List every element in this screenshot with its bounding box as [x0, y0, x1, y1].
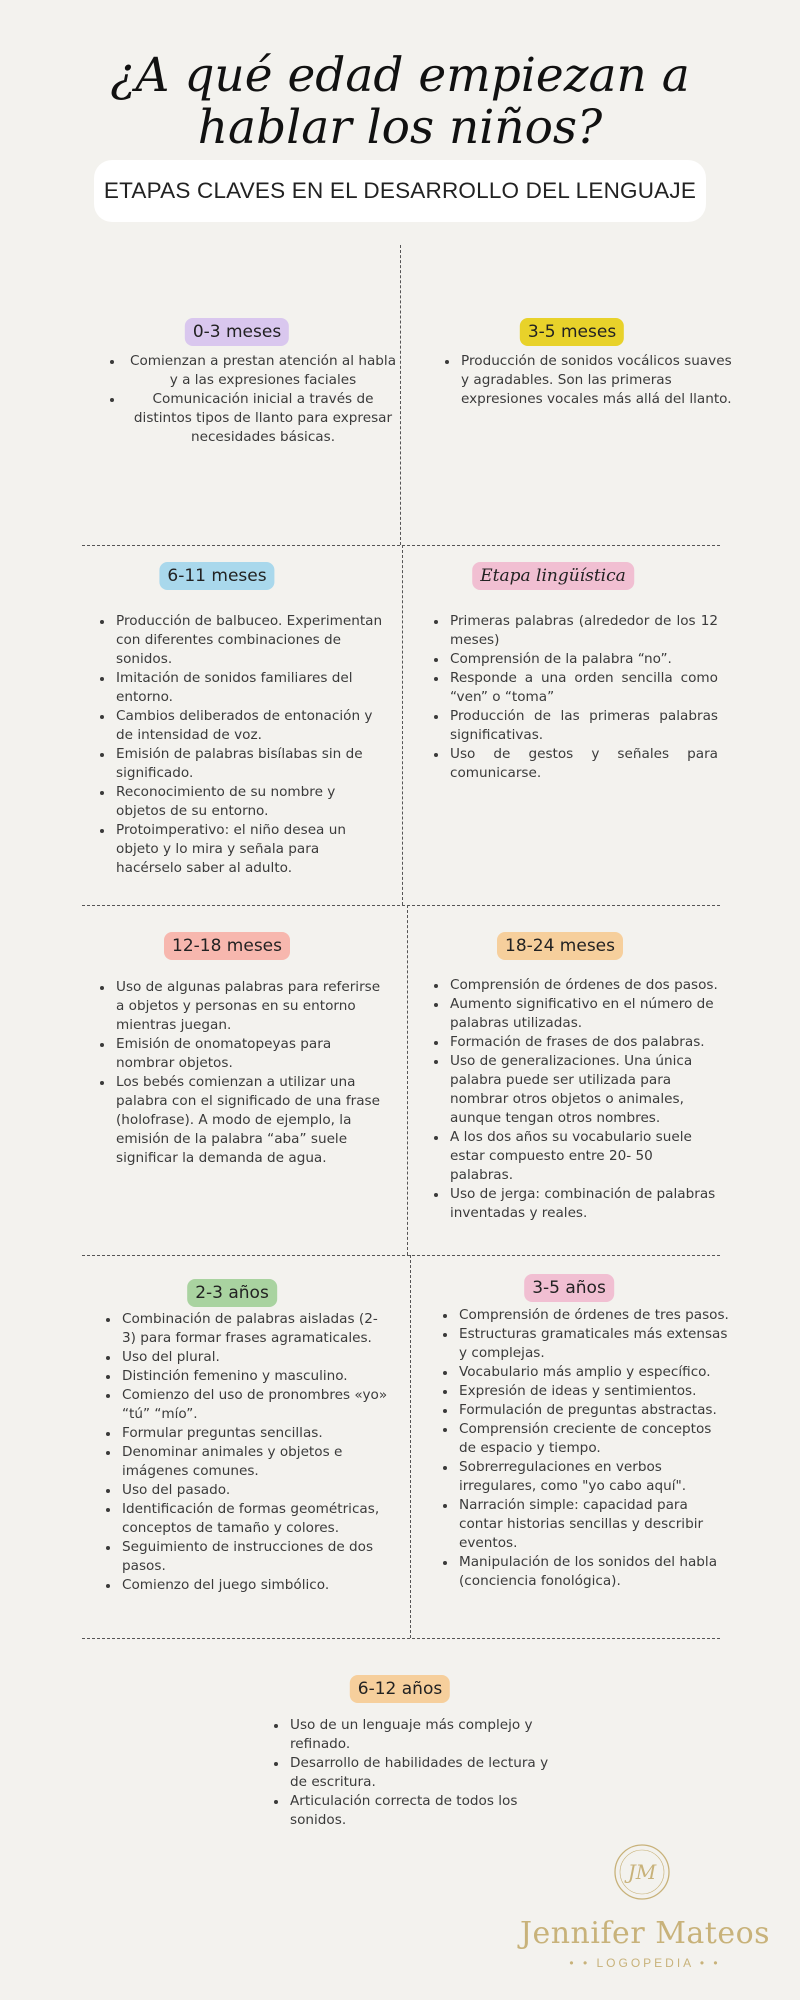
monogram-icon [612, 1842, 672, 1902]
list-item: • Manipulación de los sonidos del habla (conciencia fonológica). [457, 1553, 732, 1591]
list-item: • Expresión de ideas y sentimientos. [457, 1382, 732, 1401]
list-item: • Producción de sonidos vocálicos suaves y agradables. Son las primeras expresiones vocales más allá del llanto. [459, 352, 735, 409]
list-item: • Denominar animales y objetos e imágenes comunes. [120, 1443, 388, 1481]
list-item: • Comprensión de órdenes de dos pasos. [448, 976, 720, 995]
list-item: • Distinción femenino y masculino. [120, 1367, 388, 1386]
divider-vertical-4 [410, 1255, 411, 1638]
stage-etapa-linguistica-badge: Etapa lingüística [472, 562, 634, 590]
list-item: • Comienzo del juego simbólico. [120, 1576, 388, 1595]
stage-0-3-meses-badge: 0-3 meses [185, 318, 289, 346]
list-item: • Uso de generalizaciones. Una única palabra puede ser utilizada para nombrar otros objetos o animales, aunque tengan otros nombres. [448, 1052, 720, 1128]
stage-6-11-meses-list [94, 612, 384, 878]
list-item: • Uso del plural. [120, 1348, 388, 1367]
list-item: • Uso de algunas palabras para referirse a objetos y personas en su entorno mientras juegan. [114, 978, 384, 1035]
list-item: • Seguimiento de instrucciones de dos pasos. [120, 1538, 388, 1576]
list-item: • Reconocimiento de su nombre y objetos de su entorno. [114, 783, 384, 821]
list-item: • Producción de balbuceo. Experimentan con diferentes combinaciones de sonidos. [114, 612, 384, 669]
brand-logo [495, 1842, 795, 1980]
list-item: • Uso de un lenguaje más complejo y refinado. [288, 1716, 566, 1754]
list-item: • Formulación de preguntas abstractas. [457, 1401, 732, 1420]
list-item: • Formación de frases de dos palabras. [448, 1033, 720, 1052]
monogram-text: JM [627, 1860, 657, 1884]
stage-3-5-anos-list [437, 1306, 732, 1591]
list-item: • Producción de las primeras palabras significativas. [448, 707, 718, 745]
list-item: • Comprensión creciente de conceptos de espacio y tiempo. [457, 1420, 732, 1458]
divider-horizontal-1 [82, 545, 720, 546]
divider-horizontal-4 [82, 1638, 720, 1639]
stage-2-3-anos-list [100, 1310, 388, 1595]
page-title: ¿A qué edad empiezan a hablar los niños? [110, 48, 690, 155]
stage-3-5-meses-badge: 3-5 meses [520, 318, 624, 346]
list-item: • Cambios deliberados de entonación y de intensidad de voz. [114, 707, 384, 745]
list-item: • Emisión de palabras bisílabas sin de significado. [114, 745, 384, 783]
list-item: • Articulación correcta de todos los sonidos. [288, 1792, 566, 1830]
list-item: • Vocabulario más amplio y específico. [457, 1363, 732, 1382]
stage-3-5-meses-list [439, 352, 735, 409]
list-item: • Uso del pasado. [120, 1481, 388, 1500]
list-item: • Responde a una orden sencilla como “ven” o “toma” [448, 669, 718, 707]
list-item: • Estructuras gramaticales más extensas y complejas. [457, 1325, 732, 1363]
list-item: • Identificación de formas geométricas, conceptos de tamaño y colores. [120, 1500, 388, 1538]
list-item: • Primeras palabras (alrededor de los 12 meses) [448, 612, 718, 650]
list-item: • Comunicación inicial a través de distintos tipos de llanto para expresar necesidades básicas. [124, 390, 400, 447]
list-item: • Narración simple: capacidad para contar historias sencillas y describir eventos. [457, 1496, 732, 1553]
list-item: • Uso de gestos y señales para comunicarse. [448, 745, 718, 783]
list-item: • Comienzan a prestan atención al habla y a las expresiones faciales [124, 352, 400, 390]
stage-6-12-anos-list [268, 1716, 566, 1830]
divider-vertical-2 [402, 545, 403, 905]
page-subtitle: ETAPAS CLAVES EN EL DESARROLLO DEL LENGUAJE [94, 160, 706, 222]
list-item: • Combinación de palabras aisladas (2-3) para formar frases agramaticales. [120, 1310, 388, 1348]
brand-subtitle: • • LOGOPEDIA • • [569, 1956, 721, 1970]
brand-name: Jennifer Mateos [519, 1916, 771, 1951]
list-item: • Comprensión de la palabra “no”. [448, 650, 718, 669]
stage-6-12-anos-badge: 6-12 años [350, 1675, 450, 1703]
divider-vertical-3 [407, 905, 408, 1255]
stage-3-5-anos-badge: 3-5 años [524, 1274, 614, 1302]
stage-18-24-meses-badge: 18-24 meses [497, 932, 623, 960]
list-item: • Comprensión de órdenes de tres pasos. [457, 1306, 732, 1325]
list-item: • Aumento significativo en el número de palabras utilizadas. [448, 995, 720, 1033]
list-item: • Formular preguntas sencillas. [120, 1424, 388, 1443]
list-item: • Uso de jerga: combinación de palabras inventadas y reales. [448, 1185, 720, 1223]
list-item: • Protoimperativo: el niño desea un objeto y lo mira y señala para hacérselo saber al adulto. [114, 821, 384, 878]
list-item: • Imitación de sonidos familiares del entorno. [114, 669, 384, 707]
stage-etapa-linguistica-list [428, 612, 718, 783]
list-item: • Comienzo del uso de pronombres «yo» “tú” “mío”. [120, 1386, 388, 1424]
list-item: • A los dos años su vocabulario suele estar compuesto entre 20- 50 palabras. [448, 1128, 720, 1185]
divider-horizontal-3 [82, 1255, 720, 1256]
stage-18-24-meses-list [428, 976, 720, 1223]
list-item: • Desarrollo de habilidades de lectura y de escritura. [288, 1754, 566, 1792]
stage-2-3-anos-badge: 2-3 años [187, 1279, 277, 1307]
divider-vertical-1 [400, 245, 401, 545]
list-item: • Emisión de onomatopeyas para nombrar objetos. [114, 1035, 384, 1073]
list-item: • Sobrerregulaciones en verbos irregulares, como "yo cabo aquí". [457, 1458, 732, 1496]
list-item: • Los bebés comienzan a utilizar una palabra con el significado de una frase (holofrase). A modo de ejemplo, la emisión de la palabra “aba” suele significar la demanda de agua. [114, 1073, 384, 1168]
stage-12-18-meses-list [94, 978, 384, 1168]
stage-6-11-meses-badge: 6-11 meses [159, 562, 274, 590]
stage-12-18-meses-badge: 12-18 meses [164, 932, 290, 960]
divider-horizontal-2 [82, 905, 720, 906]
stage-0-3-meses-list [104, 352, 400, 447]
